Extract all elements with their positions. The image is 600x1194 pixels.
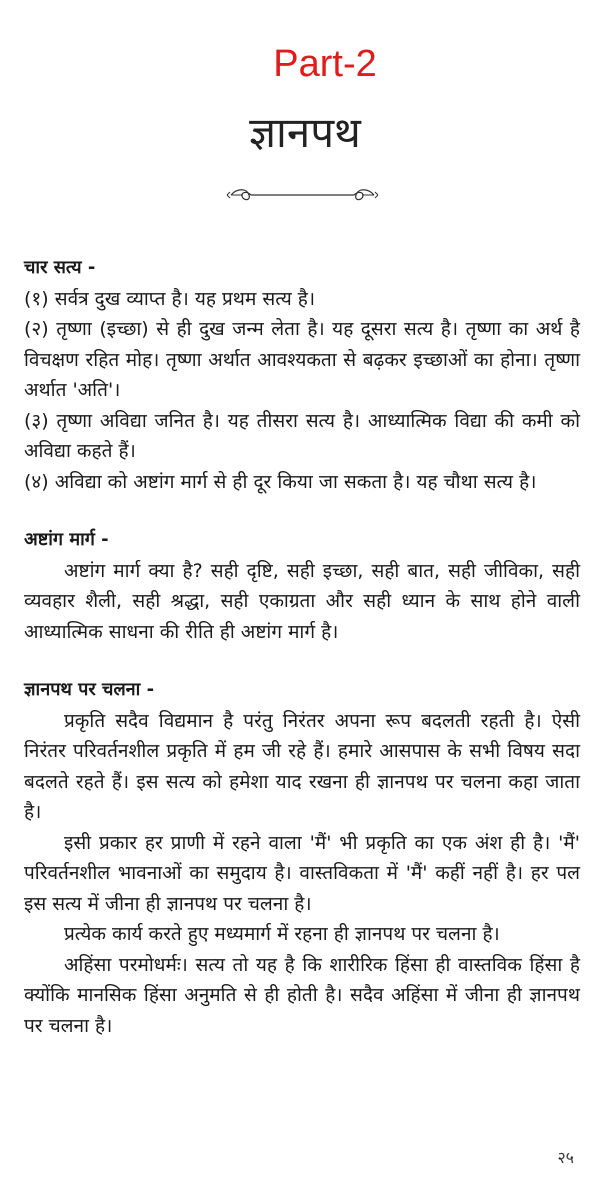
body-text — [24, 253, 580, 1041]
eightfold-paragraph: अष्टांग मार्ग क्या है? सही दृष्टि, सही इच्छा, सही बात, सही जीविका, सही व्यवहार शैली, सही श्रद्धा, सही एकाग्रता और सही ध्यान के साथ होने वाली आध्यात्मिक साधना की रीति ही अष्टांग मार्ग है। — [24, 559, 580, 643]
ornament-divider-icon — [225, 186, 380, 204]
truth-2: (२) तृष्णा (इच्छा) से ही दुख जन्म लेता है। यह दूसरा सत्य है। तृष्णा का अर्थ है विचक्षण रहित मोह। तृष्णा अर्थात आवश्यकता से बढ़कर इच्छाओं का होना। तृष्णा अर्थात 'अति'। — [24, 318, 580, 401]
walking-path-paragraph-2: इसी प्रकार हर प्राणी में रहने वाला 'मैं' भी प्रकृति का एक अंश ही है। 'मैं' परिवर्तनशील भावनाओं का समुदाय है। वास्तविकता में 'मैं' कहीं नहीं है। हर पल इस सत्य में जीना ही ज्ञानपथ पर चलना है। — [24, 831, 580, 915]
section-gap — [24, 647, 580, 675]
section-heading-walking-path: ज्ञानपथ पर चलना - — [24, 679, 155, 700]
section-heading-four-truths: चार सत्य - — [24, 257, 96, 278]
truth-1: (१) सर्वत्र दुख व्याप्त है। यह प्रथम सत्य है। — [24, 287, 316, 310]
walking-path-paragraph-4: अहिंसा परमोधर्मः। सत्य तो यह है कि शारीरिक हिंसा ही वास्तविक हिंसा है क्योंकि मानसिक हिंसा अनुमति से ही होती है। सदैव अहिंसा में जीना ही ज्ञानपथ पर चलना है। — [24, 953, 580, 1037]
truth-4: (४) अविद्या को अष्टांग मार्ग से ही दूर किया जा सकता है। यह चौथा सत्य है। — [24, 470, 537, 493]
section-heading-eightfold-path: अष्टांग मार्ग - — [24, 529, 109, 550]
part-label: Part-2 — [273, 43, 377, 85]
section-gap — [24, 497, 580, 525]
truth-3: (३) तृष्णा अविद्या जनित है। यह तीसरा सत्य है। आध्यात्मिक विद्या की कमी को अविद्या कहते हैं। — [24, 409, 580, 462]
page-number: २५ — [557, 1148, 574, 1167]
walking-path-paragraph-3: प्रत्येक कार्य करते हुए मध्यमार्ग में रहना ही ज्ञानपथ पर चलना है। — [64, 923, 500, 945]
walking-path-paragraph-1: प्रकृति सदैव विद्यमान है परंतु निरंतर अपना रूप बदलती रहती है। ऐसी निरंतर परिवर्तनशील प्रकृति में हम जी रहे हैं। हमारे आसपास के सभी विषय सदा बदलते रहते हैं। इस सत्य को हमेशा याद रखना ही ज्ञानपथ पर चलना कहा जाता है। — [24, 709, 580, 823]
chapter-title: ज्ञानपथ — [249, 108, 361, 157]
